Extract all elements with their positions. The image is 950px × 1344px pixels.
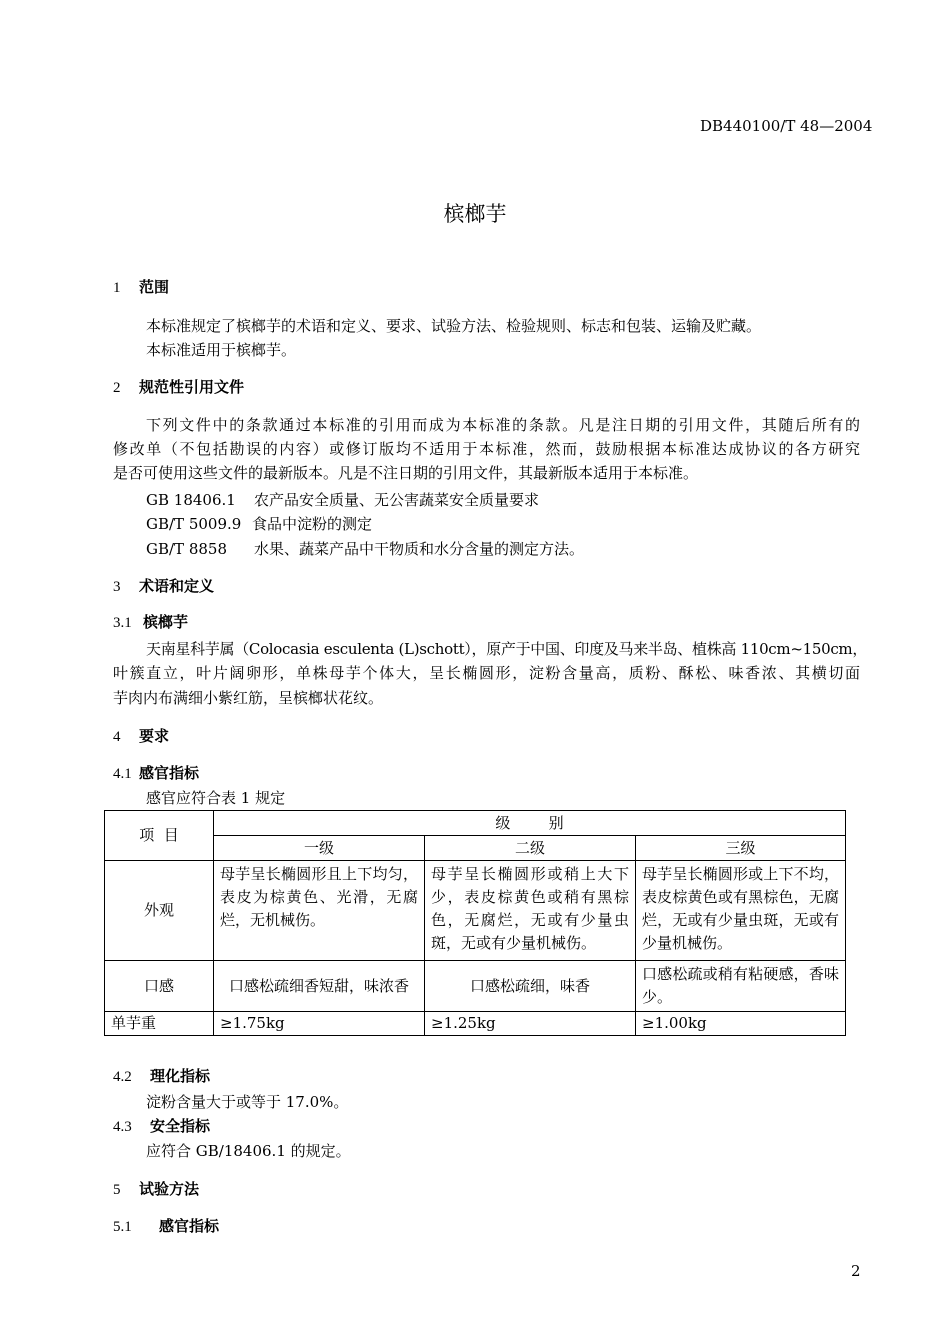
grade-3-header: 三级 (636, 836, 846, 861)
section-4-2-number: 4.2 (113, 1069, 132, 1085)
scope-paragraph-2: 本标准适用于槟榔芋。 (146, 341, 297, 359)
section-4-number: 4 (113, 729, 121, 745)
section-5-title: 试验方法 (139, 1180, 200, 1198)
table-cell: 口感松疏或稍有粘硬感，香味少。 (636, 961, 846, 1012)
physicochemical-text: 淀粉含量大于或等于 17.0%。 (146, 1093, 349, 1111)
item-header-cell: 项 目 (105, 811, 214, 861)
definition-line: 天南星科芋属（Colocasia esculenta (L)schott），原产于中国、印度及马来半岛、植株高 110cm~150cm， (146, 640, 868, 658)
section-4-2-heading (113, 1065, 210, 1086)
row-label-taste: 口感 (105, 961, 214, 1012)
table-cell: ≥1.25kg (425, 1012, 636, 1036)
section-3-heading (113, 575, 214, 596)
definition-line: 叶簇直立，叶片阔卵形，单株母芋个体大，呈长椭圆形，淀粉含量高，质粉、酥松、味香浓、其横切面 (113, 664, 860, 682)
section-4-2-title: 理化指标 (150, 1067, 211, 1085)
section-3-1-number: 3.1 (113, 615, 132, 631)
grade-1-header: 一级 (214, 836, 425, 861)
section-2-title: 规范性引用文件 (139, 378, 245, 396)
section-5-1-title: 感官指标 (159, 1217, 220, 1235)
reference-code: GB/T 5009.9 (146, 515, 242, 533)
table-cell: 口感松疏细，味香 (425, 961, 636, 1012)
table-row (105, 961, 846, 1012)
table-cell: 母芋呈长椭圆形且上下均匀，表皮为棕黄色、光滑，无腐烂，无机械伤。 (214, 861, 425, 961)
section-5-1-heading (113, 1215, 219, 1236)
reference-code: GB/T 8858 (146, 540, 228, 558)
table-row (105, 861, 846, 961)
sensory-note: 感官应符合表 1 规定 (146, 789, 286, 807)
section-5-1-number: 5.1 (113, 1219, 132, 1235)
references-paragraph-line: 修改单（不包括勘误的内容）或修订版均不适用于本标准，然而，鼓励根据本标准达成协议的各方研究 (113, 440, 860, 458)
section-4-1-number: 4.1 (113, 766, 132, 782)
reference-title: 农产品安全质量、无公害蔬菜安全质量要求 (254, 491, 540, 509)
section-5-heading (113, 1178, 199, 1199)
safety-text: 应符合 GB/18406.1 的规定。 (146, 1142, 351, 1160)
table-row (105, 1012, 846, 1036)
page-number: 2 (851, 1262, 861, 1280)
section-4-heading (113, 725, 169, 746)
section-2-number: 2 (113, 380, 121, 396)
table-cell: ≥1.00kg (636, 1012, 846, 1036)
section-4-title: 要求 (139, 727, 170, 745)
section-5-number: 5 (113, 1182, 121, 1198)
reference-item (146, 512, 372, 536)
table-cell: 口感松疏细香短甜，味浓香 (214, 961, 425, 1012)
row-label-weight: 单芋重 (105, 1012, 214, 1036)
definition-line: 芋肉内布满细小紫红筋，呈槟榔状花纹。 (113, 689, 384, 707)
grade-2-header: 二级 (425, 836, 636, 861)
table-cell: 母芋呈长椭圆形或稍上大下少，表皮棕黄色或稍有黑棕色，无腐烂，无或有少量虫斑，无或有少量机械伤。 (425, 861, 636, 961)
document-title: 槟榔芋 (443, 202, 507, 226)
section-3-1-title: 槟榔芋 (143, 613, 189, 631)
scope-paragraph-1: 本标准规定了槟榔芋的术语和定义、要求、试验方法、检验规则、标志和包装、运输及贮藏。 (146, 317, 762, 335)
section-4-1-heading (113, 762, 199, 783)
references-paragraph-line: 下列文件中的条款通过本标准的引用而成为本标准的条款。凡是注日期的引用文件，其随后所有的 (146, 416, 860, 434)
section-1-number: 1 (113, 280, 121, 296)
table-cell: ≥1.75kg (214, 1012, 425, 1036)
sensory-grade-table (104, 810, 846, 1036)
reference-code: GB 18406.1 (146, 491, 236, 509)
section-4-3-heading (113, 1115, 210, 1136)
section-4-1-title: 感官指标 (139, 764, 200, 782)
reference-title: 水果、蔬菜产品中干物质和水分含量的测定方法。 (254, 540, 585, 558)
section-3-number: 3 (113, 579, 121, 595)
reference-item (146, 537, 584, 561)
references-paragraph-line: 是否可使用这些文件的最新版本。凡是不注日期的引用文件，其最新版本适用于本标准。 (113, 464, 699, 482)
section-1-heading (113, 276, 169, 297)
document-code: DB440100/T 48—2004 (700, 117, 873, 135)
reference-item (146, 488, 539, 512)
table-cell: 母芋呈长椭圆形或上下不均，表皮棕黄色或有黑棕色，无腐烂，无或有少量虫斑，无或有少量机械伤。 (636, 861, 846, 961)
grade-header-cell: 级 别 (214, 811, 846, 836)
section-3-1-heading (113, 611, 188, 632)
row-label-appearance: 外观 (105, 861, 214, 961)
section-4-3-number: 4.3 (113, 1119, 132, 1135)
section-1-title: 范围 (139, 278, 170, 296)
section-2-heading (113, 376, 244, 397)
table-header-row (105, 836, 846, 861)
reference-title: 食品中淀粉的测定 (252, 515, 373, 533)
section-3-title: 术语和定义 (139, 577, 215, 595)
table-header-row (105, 811, 846, 836)
section-4-3-title: 安全指标 (150, 1117, 211, 1135)
